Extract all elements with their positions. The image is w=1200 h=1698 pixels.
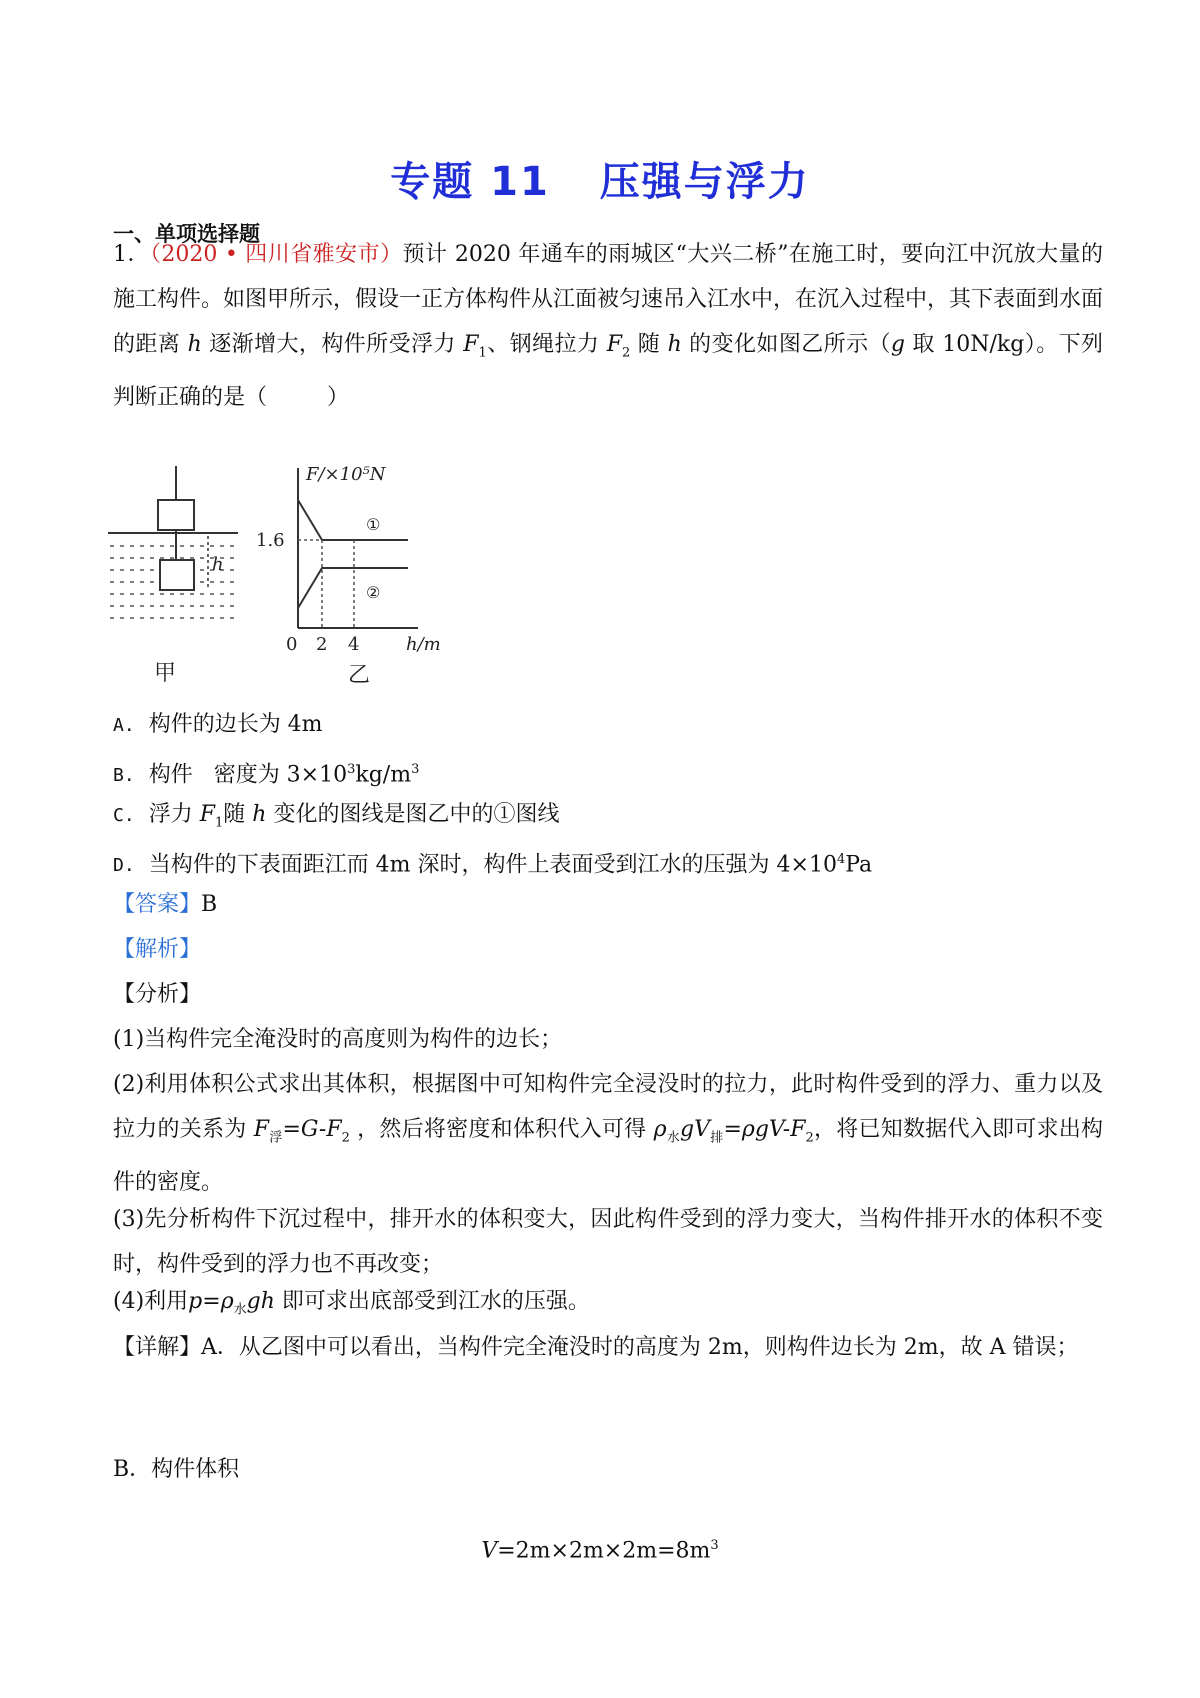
question-text: 随 — [637, 332, 661, 357]
step-2 — [113, 1062, 1103, 1205]
var-h: h — [667, 332, 682, 357]
question-text: 逐渐增大，构件所受浮力 — [209, 332, 456, 357]
step-text: ，然后将密度和体积代入可得 — [357, 1117, 647, 1142]
answer-label: 【答案】 — [113, 892, 202, 917]
curve-2-label: ② — [366, 583, 381, 602]
figure-jia — [108, 466, 238, 686]
question-1-stem — [113, 232, 1103, 420]
var-F: F — [199, 802, 215, 827]
x-tick-4: 4 — [348, 634, 360, 655]
question-number: 1． — [113, 242, 150, 267]
y-axis-label: F/×10⁵N — [306, 464, 386, 485]
y-tick-1.6: 1.6 — [256, 530, 285, 551]
subscript: 水 — [233, 1302, 247, 1318]
option-text: 当构件的下表面距江而 4m 深时，构件上表面受到江水的压强为 4×10 — [148, 852, 837, 878]
detail-a — [113, 1325, 1103, 1370]
var-rho: ρ — [653, 1117, 667, 1142]
option-b — [113, 755, 419, 791]
var-h: h — [252, 802, 267, 827]
option-text: 构件 — [148, 762, 193, 788]
option-text: 浮力 — [148, 802, 193, 827]
superscript: 4 — [836, 852, 846, 867]
subscript: 浮 — [268, 1130, 283, 1146]
answer-line — [113, 890, 217, 920]
option-label: B. — [113, 765, 135, 787]
question-text: 取 10N/kg）。下列判断正确的是（ — [113, 332, 1103, 411]
figure-jia-label: 甲 — [154, 661, 177, 686]
figure-yi — [256, 464, 441, 688]
step-text: 即可求出底部受到江水的压强。 — [281, 1289, 590, 1314]
curve-2 — [298, 568, 408, 608]
subscript: 2 — [805, 1130, 814, 1146]
fenxi-label: 【分析】 — [113, 982, 202, 1007]
step-text: ，将已知数据代入即可求出构件的密度。 — [113, 1117, 1103, 1196]
step-1: (1)当构件完全淹没时的高度则为构件的边长； — [113, 1027, 563, 1052]
h-marker: h — [212, 554, 224, 575]
curve-1-label: ① — [366, 515, 381, 534]
equation: gh — [246, 1289, 275, 1314]
volume-formula — [0, 1538, 1200, 1563]
page-title — [0, 150, 1200, 207]
submerged-block — [160, 560, 194, 590]
option-text: 随 — [223, 802, 246, 827]
superscript: 3 — [710, 1538, 719, 1553]
var-F: F — [253, 1117, 269, 1142]
superscript: 3 — [411, 762, 420, 777]
option-text: Pa — [845, 852, 873, 878]
option-label: C. — [113, 805, 135, 826]
var-h: h — [187, 332, 202, 357]
figure-yi-label: 乙 — [348, 663, 371, 688]
subscript: 2 — [622, 345, 631, 361]
option-a — [113, 710, 323, 741]
step-3: (3)先分析构件下沉过程中，排开水的体积变大，因此构件受到的浮力变大，当构件排开水的体积不变时，构件受到的浮力也不再改变； — [113, 1207, 1103, 1277]
equation: =ρgV-F — [723, 1117, 806, 1142]
superscript: 3 — [347, 762, 356, 777]
option-text: 变化的图线是图乙中的①图线 — [273, 802, 560, 827]
x-axis-label: h/m — [406, 634, 441, 655]
option-c — [113, 800, 559, 838]
title-topic-number: 专题 11 — [390, 159, 550, 205]
detail-b: B．构件体积 — [113, 1457, 240, 1482]
question-text: ） — [327, 385, 350, 411]
option-label: D. — [113, 855, 135, 877]
step-text: (2)利用体积公式求出其体积，根据图中可知构件完全浸没时的拉力，此时构件受到的浮力、重力以及拉力的关系为 — [113, 1072, 1103, 1142]
subscript: 排 — [709, 1130, 724, 1146]
section-heading: 一、单项选择题 — [113, 222, 260, 246]
var-F: F — [463, 332, 479, 357]
var-V: V — [481, 1538, 498, 1564]
equation: p=ρ — [188, 1289, 234, 1314]
detail-text: A．从乙图中可以看出，当构件完全淹没时的高度为 2m，则构件边长为 2m，故 A 错误； — [201, 1335, 1079, 1360]
option-text: 密度为 3×10 — [213, 762, 348, 788]
analysis-label: 【解析】 — [113, 937, 202, 962]
equation: gV — [680, 1117, 710, 1142]
option-text: kg/m — [355, 762, 412, 788]
curve-1 — [298, 500, 408, 540]
question-figure — [108, 458, 528, 688]
answer-value: B — [201, 892, 218, 917]
subscript: 2 — [341, 1130, 350, 1146]
question-text: 的变化如图乙所示（ — [689, 332, 891, 357]
question-text: 、钢绳拉力 — [486, 332, 600, 357]
question-source: （2020 • 四川省雅安市） — [149, 242, 403, 267]
title-topic-name: 压强与浮力 — [599, 159, 810, 205]
block-above-water — [158, 500, 194, 530]
x-tick-0: 0 — [286, 634, 298, 655]
step-text: (4)利用 — [113, 1289, 189, 1314]
formula-text: =2m×2m×2m=8m — [497, 1538, 711, 1564]
var-F: F — [606, 332, 623, 357]
x-tick-2: 2 — [316, 634, 328, 655]
option-d — [113, 845, 872, 881]
equation: =G-F — [282, 1117, 342, 1142]
step-4 — [113, 1287, 590, 1325]
option-label: A. — [113, 715, 135, 736]
option-text: 构件的边长为 4m — [148, 712, 323, 737]
subscript: 1 — [214, 815, 224, 831]
var-g: g — [890, 332, 905, 357]
question-text: 预计 2020 年通车的雨城区“大兴二桥”在施工时，要向江中沉放大量的施工构件。如图甲所示，假设一正方体构件从江面被匀速吊入江水中，在沉入过程中，其下表面到水面的距离 — [113, 242, 1104, 357]
detail-label: 【详解】 — [113, 1335, 202, 1360]
subscript: 水 — [666, 1130, 680, 1146]
subscript: 1 — [478, 345, 487, 361]
